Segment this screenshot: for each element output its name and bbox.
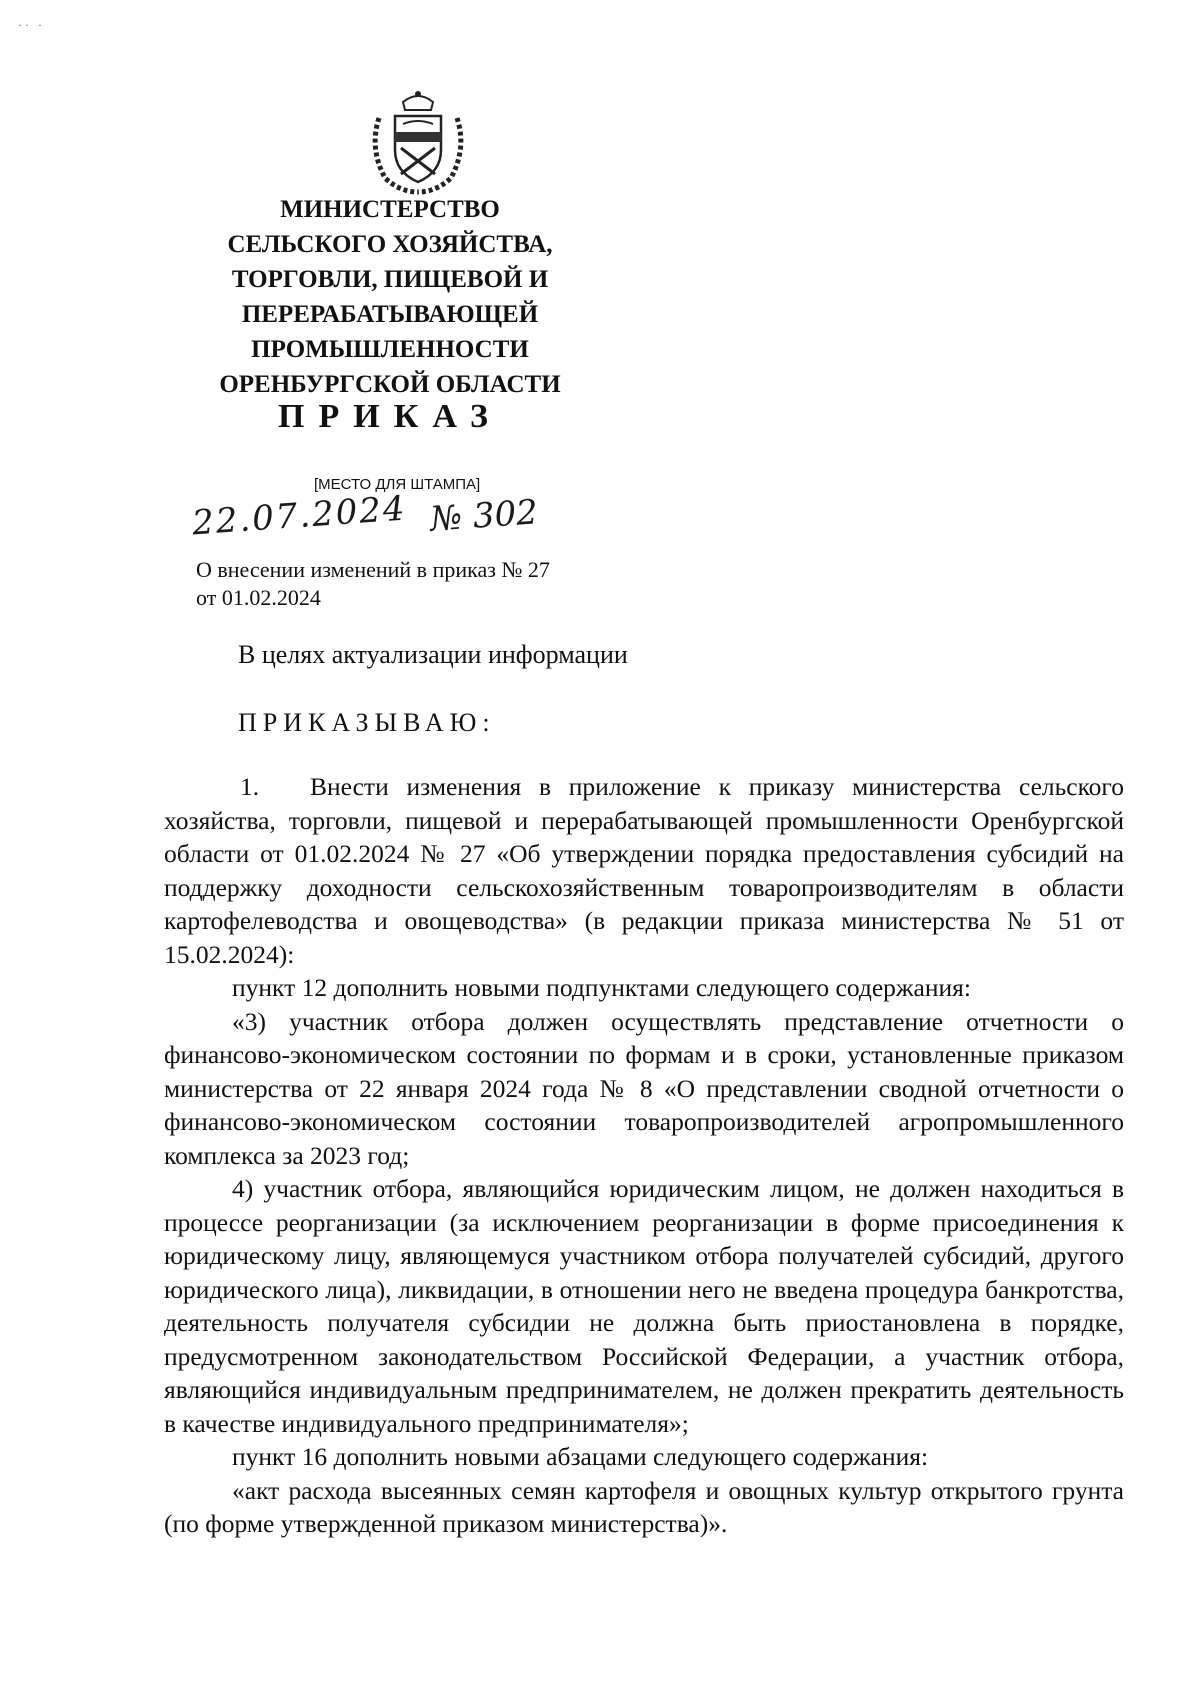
stamp-placeholder: [МЕСТО ДЛЯ ШТАМПА] — [314, 476, 481, 493]
handwritten-date: 22.07.2024 — [190, 488, 408, 544]
item-number: 1. — [240, 772, 260, 801]
paragraph: «3) участник отбора должен осуществлять представление отчетности о финансово-экономическом состоянии по формам и в сроки, установленные приказом министерства от 22 января 2024 года № 8 «О представлении сводной отчетности о финансово-экономическом состоянии товаропроизводителей агропромышленного комплекса за 2023 год; — [164, 1006, 1124, 1170]
subject-line: от 01.02.2024 — [196, 585, 321, 610]
item-1-text: Внести изменения в приложение к приказу министерства сельского хозяйства, торговли, пищевой и перерабатывающей промышленности Оренбургской области от 01.02.2024 № 27 «Об утверждении порядка предоставления субсидий на поддержку доходности сельскохозяйственным товаропроизводителям в области картофелеводства и овощеводства» (в редакции приказа министерства № 51 от 15.02.2024): — [164, 772, 1124, 969]
subject-line: О внесении изменений в приказ № 27 — [196, 557, 550, 582]
header-line: МИНИСТЕРСТВО — [280, 196, 500, 223]
header-line: ТОРГОВЛИ, ПИЩЕВОЙ И — [231, 266, 549, 293]
header-line: СЕЛЬСКОГО ХОЗЯЙСТВА, — [227, 231, 553, 258]
header-line: ПРОМЫШЛЕННОСТИ — [251, 336, 529, 363]
header-line: ОРЕНБУРГСКОЙ ОБЛАСТИ — [219, 371, 561, 398]
order-subject — [196, 556, 550, 612]
ministry-name — [180, 192, 600, 402]
paragraph: пункт 12 дополнить новыми подпунктами следующего содержания: — [232, 973, 971, 1002]
coat-of-arms-icon — [365, 88, 471, 196]
document-type-title: ПРИКАЗ — [278, 398, 502, 435]
order-purpose: В целях актуализации информации — [238, 640, 628, 669]
header-line: ПЕРЕРАБАТЫВАЮЩЕЙ — [241, 301, 539, 328]
item-1-paragraph — [164, 770, 1124, 971]
order-body — [164, 770, 1124, 1541]
order-directive: ПРИКАЗЫВАЮ: — [238, 708, 496, 737]
paragraph: «акт расхода высеянных семян картофеля и овощных культур открытого грунта (по форме утвержденной приказом министерства)». — [164, 1475, 1124, 1538]
scan-artifact: ·· · — [18, 18, 45, 32]
handwritten-number: № 302 — [428, 492, 540, 540]
paragraph: 4) участник отбора, являющийся юридическим лицом, не должен находиться в процессе реорганизации (за исключением реорганизации в форме присоединения к юридическому лицу, являющемуся участником отбора получателей субсидий, другого юридического лица), ликвидации, в отношении него не введена процедура банкротства, деятельность получателя субсидии не должна быть приостановлена в порядке, предусмотренном законодательством Российской Федерации, а участник отбора, являющийся индивидуальным предпринимателем, не должен прекратить деятельность в качестве индивидуального предпринимателя»; — [164, 1174, 1124, 1438]
paragraph: пункт 16 дополнить новыми абзацами следующего содержания: — [232, 1442, 929, 1471]
